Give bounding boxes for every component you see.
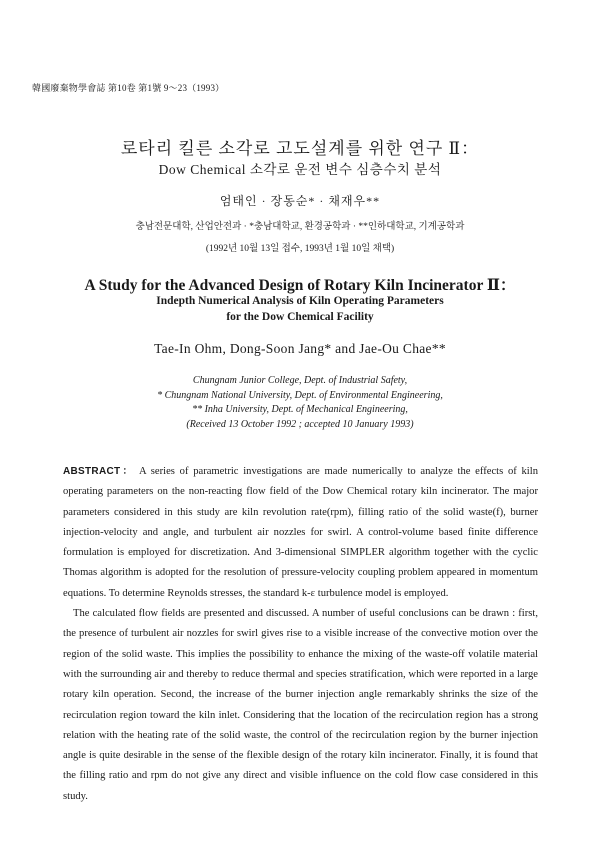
received-dates: (Received 13 October 1992 ; accepted 10 January 1993) xyxy=(186,418,414,430)
abstract xyxy=(63,462,538,807)
korean-affiliations: 충남전문대학, 산업안전과 · *충남대학교, 환경공학과 · **인하대학교, 기계공학과 xyxy=(135,222,465,232)
abstract-paragraph-1 xyxy=(63,462,538,604)
abstract-paragraph-2: The calculated flow fields are presented and discussed. A number of useful conclusions can be drawn : first, the presence of turbulent air nozzles for swirl gives rise to a visible increase of the convective motion over the region of the solid waste. This implies the possibility to enhance the mixing of the waste-off volatile material with the surrounding air and thereby to reduce thermal and species stratification, which were reported in a large rotary kiln operation. Second, the increase of the burner injection angle remarkably shrinks the size of the recirculation region toward the kiln inlet. Considering that the location of the recirculation region has a strong relation with the heating rate of the solid waste, the control of the recirculation region by the burner injection angle is quite desirable in the sense of the flexible design of the rotary kiln incinerator. Finally, it is found that the filling ratio and rpm do not give any direct and visible influence on the cold flow case considered in this study. xyxy=(63,608,538,802)
journal-header: 韓國廢棄物學會誌 第10卷 第1號 9〜23（1993） xyxy=(32,83,225,93)
korean-dates: (1992년 10월 13일 접수, 1993년 1월 10일 채택) xyxy=(205,244,395,254)
abstract-paragraph-1-text: A series of parametric investigations are made numerically to analyze the effects of kiln operating parameters on the non-reacting flow field of the Dow Chemical rotary kiln incinerator. The major parameters considered in this study are kiln revolution rate(rpm), filling ratio of the solid waste(f), burner injection-velocity and angle, and turbulent air nozzles for swirl. A control-volume based finite difference formulation is employed for discretization. And 3-dimensional SIMPLER algorithm together with the cyclic Thomas algorithm is adopted for the resolution of pressure-velocity coupling problem appeared in momentum equations. To determine Reynolds stresses, the standard k-ε turbulence model is employed. xyxy=(63,466,538,599)
korean-subtitle: Dow Chemical 소각로 운전 변수 심층수치 분석 xyxy=(158,162,442,177)
english-title: A Study for the Advanced Design of Rotary Kiln Incinerator Ⅱ： xyxy=(84,277,516,294)
korean-title: 로타리 킬른 소각로 고도설계를 위한 연구 Ⅱ： xyxy=(120,139,480,158)
english-subtitle-line1: Indepth Numerical Analysis of Kiln Operating Parameters xyxy=(156,295,444,307)
english-subtitle xyxy=(0,293,600,325)
affiliation-line: * Chungnam National University, Dept. of Environmental Engineering, xyxy=(157,389,443,401)
affiliation-line: ** Inha University, Dept. of Mechanical Engineering, xyxy=(192,404,408,415)
english-subtitle-line2: for the Dow Chemical Facility xyxy=(226,311,374,323)
korean-authors: 엄태인 · 장동순* · 채재우** xyxy=(219,194,381,208)
english-affiliations xyxy=(0,374,600,432)
abstract-label: ABSTRACT： xyxy=(63,466,135,477)
english-authors: Tae-In Ohm, Dong-Soon Jang* and Jae-Ou Chae** xyxy=(154,341,446,356)
affiliation-line: Chungnam Junior College, Dept. of Industrial Safety, xyxy=(192,375,408,386)
